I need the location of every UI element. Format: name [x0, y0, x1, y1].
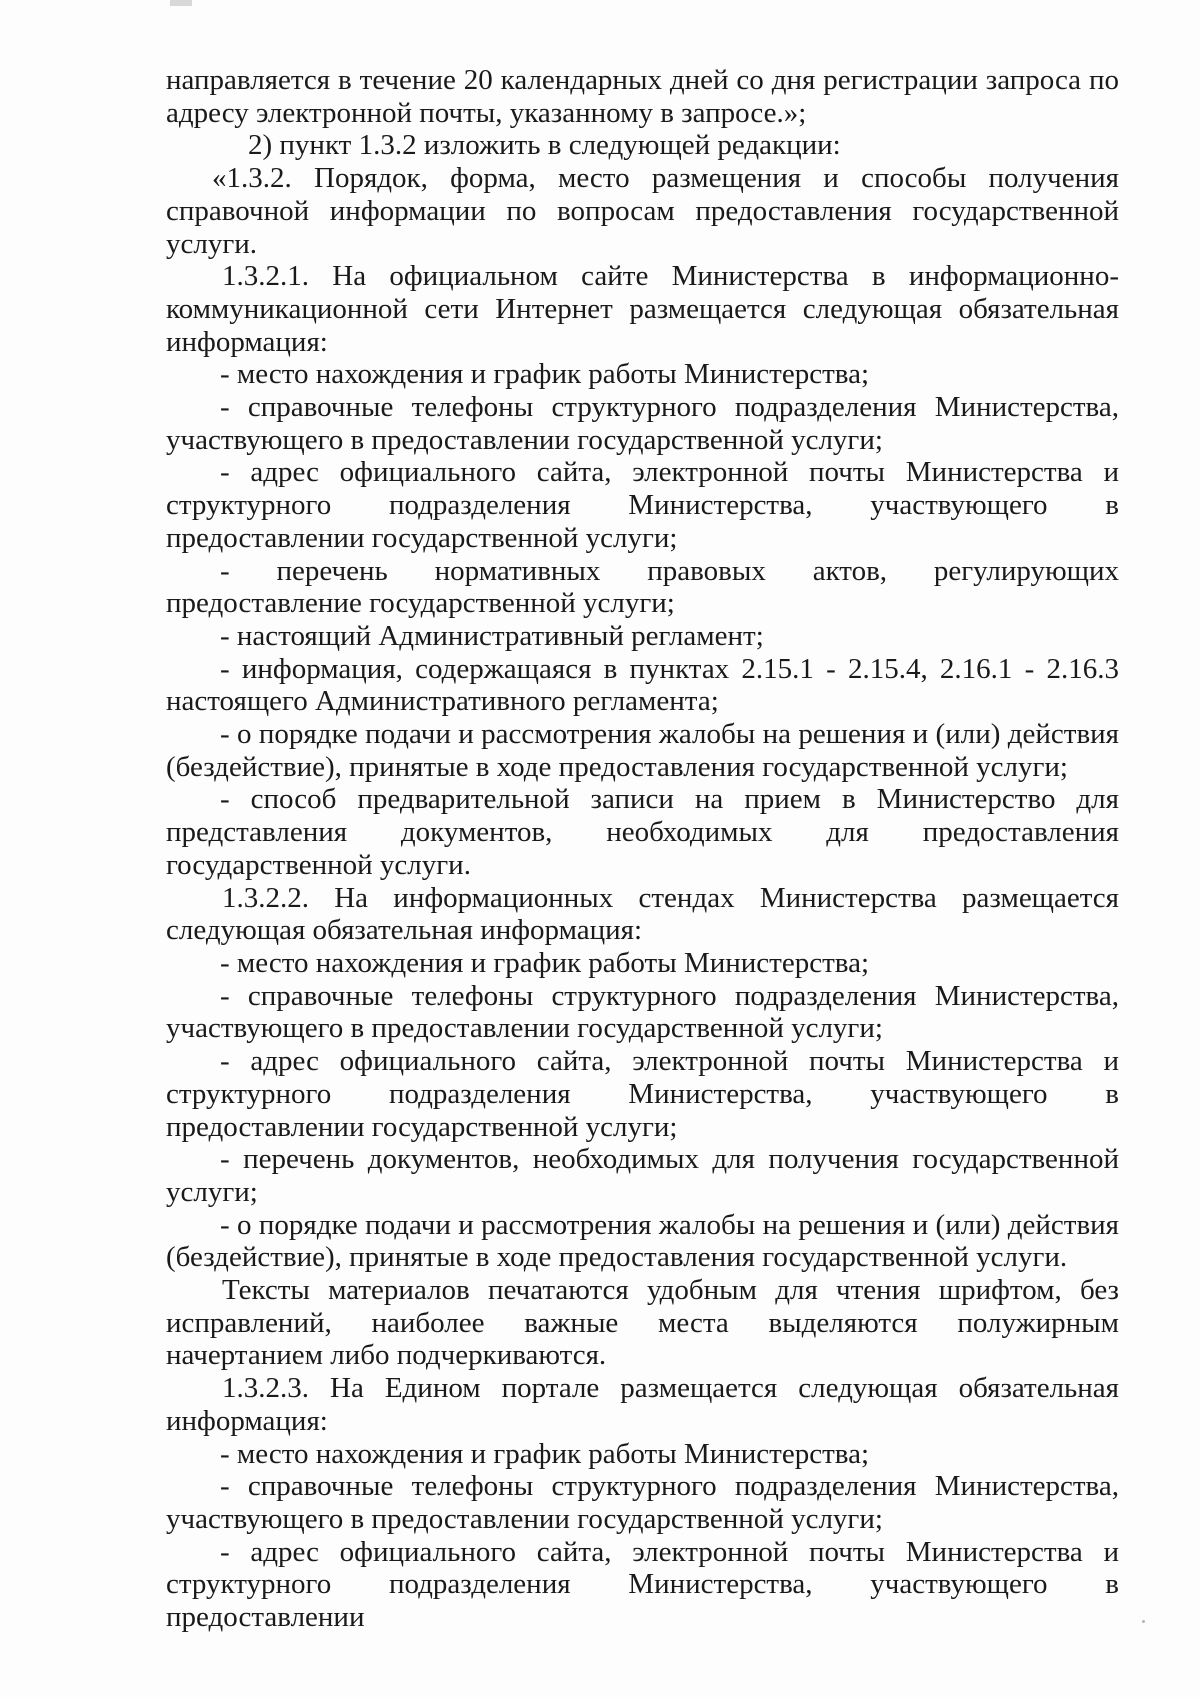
paragraph: - о порядке подачи и рассмотрения жалобы на решения и (или) действия (бездействие), принятые в ходе предоставления государственной услуги.: [166, 1208, 1119, 1274]
paragraph: - справочные телефоны структурного подразделения Министерства, участвующего в предоставлении государственной услуги;: [166, 979, 1119, 1045]
paragraph: - справочные телефоны структурного подразделения Министерства, участвующего в предоставлении государственной услуги;: [166, 1470, 1119, 1535]
paragraph: 1.3.2.1. На официальном сайте Министерства в информационно-коммуникационной сети Интернет размещается следующая обязательная информация:: [166, 260, 1119, 358]
paragraph: - адрес официального сайта, электронной почты Министерства и структурного подразделения Министерства, участвующего в предоставлении: [166, 1535, 1119, 1634]
paragraph: 1.3.2.3. На Едином портале размещается следующая обязательная информация:: [166, 1372, 1119, 1437]
paragraph: - о порядке подачи и рассмотрения жалобы на решения и (или) действия (бездействие), принятые в ходе предоставления государственной услуги;: [166, 718, 1119, 783]
paragraph: 2) пункт 1.3.2 изложить в следующей редакции:: [248, 129, 841, 162]
scan-speck: [1142, 1620, 1145, 1623]
paragraph: - способ предварительной записи на прием в Министерство для представления документов, необходимых для предоставления государственной услуги.: [166, 783, 1119, 881]
paragraph: - место нахождения и график работы Министерства;: [220, 358, 870, 391]
paragraph: - место нахождения и график работы Министерства;: [220, 1437, 870, 1470]
paragraph: - справочные телефоны структурного подразделения Министерства, участвующего в предоставлении государственной услуги;: [166, 391, 1119, 456]
paragraph: - перечень нормативных правовых актов, регулирующих предоставление государственной услуги;: [166, 554, 1119, 620]
paragraph: - адрес официального сайта, электронной почты Министерства и структурного подразделения Министерства, участвующего в предоставлении государственной услуги;: [166, 456, 1119, 554]
paragraph: - настоящий Административный регламент;: [220, 619, 764, 652]
paragraph: «1.3.2. Порядок, форма, место размещения и способы получения справочной информации по вопросам предоставления государственной услуги.: [166, 162, 1119, 260]
paragraph: 1.3.2.2. На информационных стендах Министерства размещается следующая обязательная информация:: [166, 881, 1119, 947]
paragraph: - место нахождения и график работы Министерства;: [220, 946, 870, 979]
paragraph: - информация, содержащаяся в пунктах 2.15.1 - 2.15.4, 2.16.1 - 2.16.3 настоящего Административного регламента;: [166, 652, 1119, 718]
paragraph: - перечень документов, необходимых для получения государственной услуги;: [166, 1143, 1119, 1208]
paragraph: - адрес официального сайта, электронной почты Министерства и структурного подразделения Министерства, участвующего в предоставлении государственной услуги;: [166, 1045, 1119, 1143]
paragraph: Тексты материалов печатаются удобным для чтения шрифтом, без исправлений, наиболее важные места выделяются полужирным начертанием либо подчеркиваются.: [166, 1274, 1119, 1372]
paragraph: направляется в течение 20 календарных дней со дня регистрации запроса по адресу электронной почты, указанному в запросе.»;: [166, 64, 1119, 129]
scan-artifact: [170, 0, 192, 6]
document-body: [166, 64, 1119, 1634]
